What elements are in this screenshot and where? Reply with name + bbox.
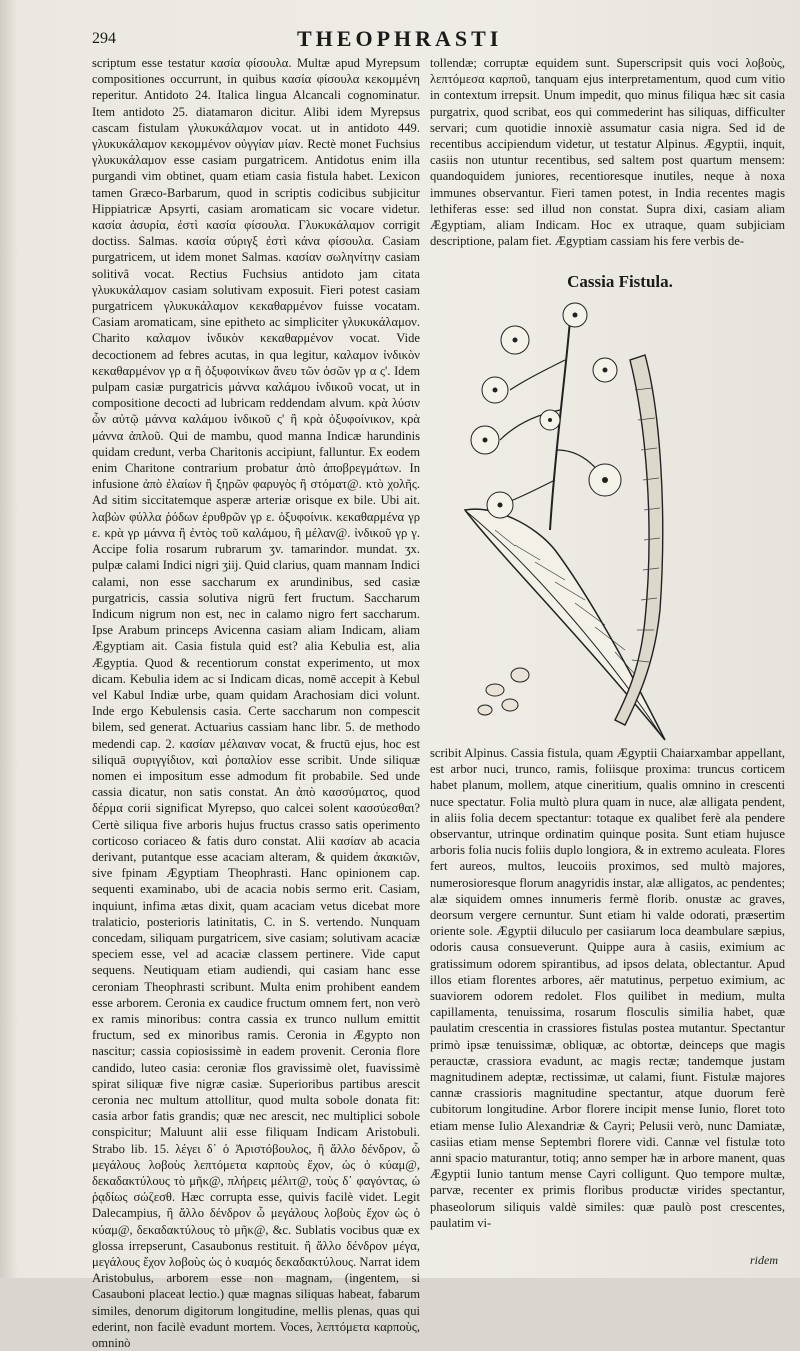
right-bottom-text: scribit Alpinus. Cassia fistula, quam Ægyptii Chaiarxambar appellant, est arbor nuci, trunco, ramis, foliisque proxima: truncus corticem habet planum, mollem, atque cineritium, qualis omnino in crescenti nuce spectatur. Folia multò plura quam in nuce, alæ alligata pendent, in aliis folia decem spectantur: totaque ex qualibet ferè ala pendere observantur, utrinque ordinatim quinque posita. Sunt etiam hujusce arboris folia nucis foliis duplo longiora, & in extremo aculeata. Flores fert aureos, multos, leucoiis proximos, sed multò majores, numerosioresque florum anagyridis instar, alæ alligatos, ac pendentes; alæ siquidem omnes innumeris fermè florib. onustæ ac graves, deorsum vergere cernuntur. Sunt etiam hi valde odorati, præsertim oriente sole. Ægyptii diluculo per casiiarum loca deambulare sæpius, odoris causa consueverunt. Quippe aura à casiis, eximium ac gratissimum odorem spirantibus, ad ipsos delata, oblectantur. Apud illos etiam florentes arbores, aër matutinus, perpetuo eximium, ac suaviorem odorem redolet. Flos quilibet in medium, multa capillamenta, tenuissima, rosarum flosculis similia habet, quæ paulatim crescentia in crassiores fistulas postea mutantur. Spectantur primò ipsæ tenuissimæ, obliquæ, ac obtortæ, deinceps que magis perauctæ, crassiora evadunt, ac magis rectæ; tandemque justam magnitudinem adeptæ, rectissimæ, ut calami, fiunt. Fistulæ majores cannæ crassioris magnitudine spectantur, atque duorum ferè cubitorum longitudine. Arbor florere incipit mense Iunio, floret toto etiam mense Iulio Alexandriæ & Cayri; Pelusii verò, nunc Damiatæ, casiias etiam mense Septembri florere vidi. Cannæ vel fistulæ toto anni spacio maturantur, totiq; anno semper hæ in arbore manent, quas Ægyptii Iunio tantum mense Cayri colligunt. Quo tempore multæ, parvæ, recenter ex primis floribus productæ virides spectantur, phaseolorum siliquis valdè similes: quæ paulò post crescentes, paulatim vi- bbox=[430, 746, 785, 1230]
page-number: 294 bbox=[92, 30, 116, 47]
left-column-text: scriptum esse testatur κασία φίσουλα. Multæ apud Myrepsum compositiones occurrunt, in quibus κασία φίσουλα κεκομμένη reperitur. Antidoto 24. Italica lingua Alcancali cognominatur. Item antidoto 25. diatamaron dicitur. Alibi idem Myrepsus cascam fistulam γλυκυκάλαμον vocat. ut in antidoto 449. γλυκυκάλαμον κεκομμένον οὐγγίαν μίαν. Rectè monet Fuchsius γλυκυκάλαμον esse casiam purgatricem. Antidotus enim illa purgandi vim obtinet, quam etiam casia fistula habet. Lexicon tamen Græco-Barbarum, quod in scriptis codicibus subjicitur Hippiatricæ Apsyrti, casiam aromaticam sic vocare videtur. κασία ἀσυρία, ἐστὶ κασία φίσουλα. Γλυκυκάλαμον corrigit doctiss. Salmas. κασία σύριγξ ἐστὶ κάνα φίσουλα. Casiam purgatricem, ut idem monet Salmas. κασίαν σωληνίτην casiam solitivâ vocat. Rectius Fuchsius antidoto jam citata γλυκυκάλαμον casiam solutivam exposuit. Fieri potest casiam purgatricem γλυκυκάλαμον κεκαθαρμένον fuisse vocatam. Casiam aromaticam, sine epitheto ac simpliciter γλυκυκάλαμον. Charito καλαμον ἰνδικὸν κεκαθαρμένον vocat. Vide decoctionem ad febres acutas, in qua legitur, καλαμον ἰνδικὸν κεκαθαρμένον γρ α ἢ ὀξυφοινίκων ἄνευ τῶν ὀσῶν γρ α ς'. Idem pulpam casiæ purgatricis μάννα καλάμου ἰνδικοῦ vocat, ut in compositione decocti ad lubricam reddendam alvum. κρὰ λύσιν ὧν αὐτῷ μάννα καλάμου ἰνδικοῦ ς' ἢ κρὰ ὀξυφοίνικον, κρὰ μάννα ἀπλοῦ. Qui de mambu, quod manna Indicæ harundinis quidam credunt, verba Charitonis accipiunt, falluntur. Ex eodem enim Charitone contrarium probatur ἀπὸ ἀποβρεγμάτων. In infusione ἀπὸ ἐλαίων ἢ ξηρῶν φαρυγὸς ἢ στόματ@. κτὸ χολῆς. Ad sitim siccitatemque asperæ arteriæ orisque ex bile. Ubi ait. λαβὼν φύλλα ῥόδων ἐρυθρῶν γρ ε. ὀξυφοίνικ. κεκαθαρμένα γρ ε. κρὰ γρ μάννα ἢ ἐντὸς τοῦ καλάμου, ἢ μέλαν@. ἰνδικοῦ γρ γ. Accipe folia rosarum rubrarum ʒv. tamarindor. mundat. ʒx. pulpæ calami Indici nigri ʒiij. Quid clarius, quam mannam Indici calami, non esse saccharum ex arundinibus, sed casiæ purgatricis, cassia solutiva nigrū fert fructum. Saccharum Indicum nigrum non est, nec in calamo nigro fert saccharum. Ipse Arabum princeps Avicenna casiam aliam Indicam, aliam Ægyptiam ait. Casia fistula quid est? alia Kebulia est, alia Ægyptia. Quod & recentiorum constat experimento, ut mox dicam. Kebulia idem ac si Indicam dicas, nomē accepit à Kebul vel Kabul Indiæ urbe, quam quidam Arachosiam dici volunt. Inde ergo Kebulensis casia. Certe saccharum non compescit bilem, sed generat. Actuarius cassiam hanc libr. 5. de methodo medendi cap. 2. κασίαν μέλαιναν vocat, & fructū ejus, hoc est siliquā συριγγίδιον, καὶ ῥοπαλίον esse scribit. Unde siliquæ nomen ei impositum esse admodum fit probabile. Sed unde cassia dicatur, non satis constat. An ἀπὸ κασσύματος, quod δέρμα corii significat Myrepso, quo calcei solent κασσύεσθαι? Certè siliqua five arboris hujus fructus crasso satis operimento corticoso coriaceo & fatis duro constat. Alii κασίαν ab acacia derivant, putantque esse acaciam alteram, & quidem ἀκακιῶν, sive fpinam Ægyptiam Theophrasti. Hanc opinionem cap. sequenti examinabo, ubi de acacia nobis sermo erit. Casiam, inquiunt, infima ætas dixit, quam acaciam vetus dicebat more tralaticio, posterioris latinitatis, C. in S. vertendo. Nunquam concedam, siliquam purgatricem, sive casiam; solutivam acaciæ speciem esse, vel ad acaciæ classem pertinere. Vide caput sequens. Neutiquam etiam audiendi, qui casiam hanc esse ceroniam Theophrasti scribunt. Multa enim prohibent eandem esse arborem. Ceronia ex caudice fructum omnem fert, non verò ex ramis minoribus: contra cassia ex trunco nullum emittit fructum, sed ex minoribus ramis. Ceronia in Ægypto non nascitur; cassia copiosissimè in eadem provenit. Ceronia flore candido, luteo casia: ceroniæ flos gravissimè olet, fuavissimè spirat siliquæ five nigræ casiæ. Superioribus partibus arescit ceronia nec multum attollitur, quod multa sobole donata fit: casia arbor fatis grandis; quæ nec arescit, nec multiplici sobole conspicitur; Maluunt alii esse filiquam Indicam Aristobuli. Strabo lib. 15. λέγει δ᾽ ὁ Ἀριστόβουλος, ἢ ἄλλο δένδρον, ὧ μεγάλους λοβοὺς λεπτόμετα καρποὺς ἔχον, ὡς ὁ κύαμ@, δεκαδακτύλους τὸ μῆκ@, πλήρεις μέλιτ@, τοὺς δ᾽ φαγόντας, ὡ ῥᾳδίως σώζεσθ. Hæc corrupta esse, quivis facilè videt. Legit Dalecampius, ἢ ἄλλο δένδρον ὧ μεγάλους λοβοὺς ἔχον ὡς ὁ κύαμ@, δεκαδακτύλους τὸ μῆκ@, &c. Sublatis vocibus quæ ex glossa irrepserunt, Casaubonus restituit. ἢ ἄλλο δένδρον μέγα, μεγάλους ἔχον λοβοὺς ὡς ὁ κυαμός δεκαδακτύλους. Narrat idem Aristobulus, arborem esse non magnam, (ingentem, si Casauboni placeat lectio.) quæ magnas siliquas habeat, fabarum similes, denorum digitorum longitudine, mellis plenas, quas qui ederint, non facilè evadunt mortem. Voces, λεπτόμετα καρποὺς, omninò bbox=[92, 56, 420, 1351]
flower-illustration bbox=[471, 303, 621, 518]
figure-title: Cassia Fistula. bbox=[567, 272, 673, 291]
left-column bbox=[92, 55, 420, 1351]
right-top-text: tollendæ; corruptæ equidem sunt. Superscripsit quis voci λοβοὺς, λεπτόμεσα καρποῦ, tanquam ejus interpretamentum, quod cum vitio in contextum irrepsit. Unum impedit, quo minus filiqua hæc sit casia purgatrix, quod scribat, eos qui commederint has siliquas, difficulter servari; cum quotidie innoxiè assumatur casia nigra. Sed id de recentibus accipiendum videtur, ut testatur Alpinus. Ægyptii, inquit, casiis non utuntur recentibus, sed saltem post quartum mensem: quandoquidem juniores, recentioresque inutiles, neque à noxa immunes observantur. Fieri tamen potest, in India recentes magis lethiferas esse: sed illud non constat. Supra dixi, casiam aliam Ægyptiam, aliam Indicam. Hoc ex utraque, quam subjiciam descriptione, palam fiet. Ægyptiam cassiam his fere verbis de- bbox=[430, 56, 785, 249]
seeds-illustration bbox=[478, 668, 529, 715]
cassia-fistula-woodcut bbox=[455, 300, 705, 740]
right-column-top bbox=[430, 55, 785, 265]
right-column-bottom bbox=[430, 745, 785, 1270]
catchword: ridem bbox=[750, 1253, 778, 1267]
running-title: THEOPHRASTI bbox=[297, 26, 503, 51]
page-header bbox=[92, 26, 782, 54]
